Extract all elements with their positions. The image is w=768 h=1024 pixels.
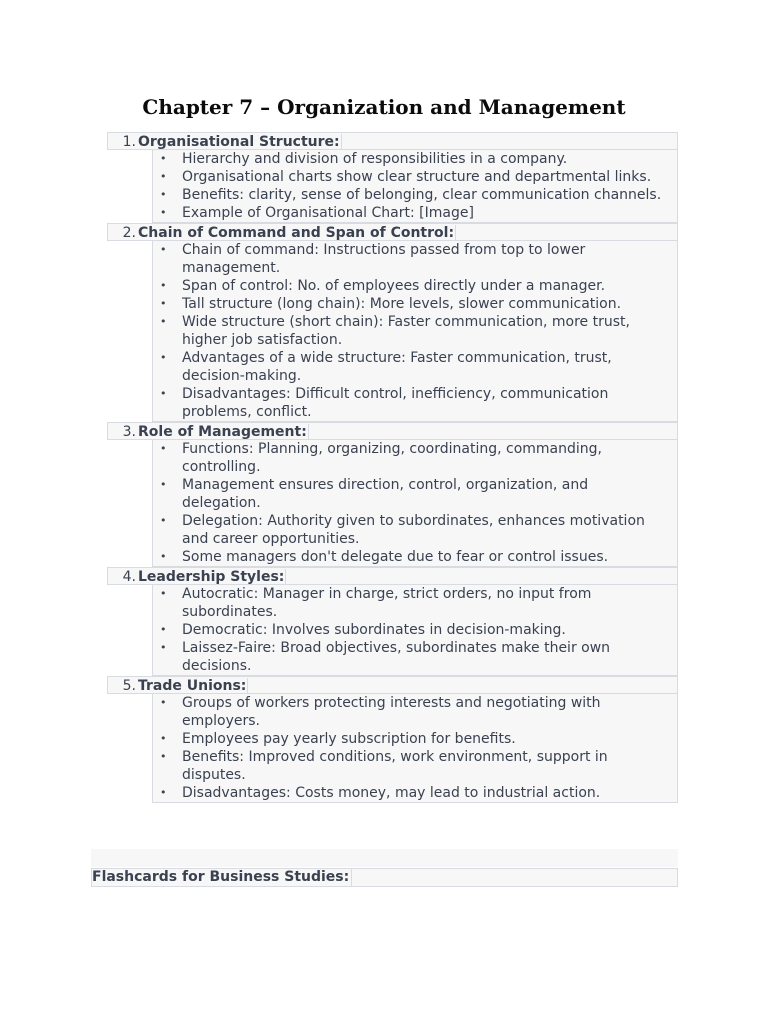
section-heading xyxy=(107,676,678,694)
section-number: 4. xyxy=(122,569,136,585)
section-heading xyxy=(107,223,678,241)
bullet-item: • Benefits: Improved conditions, work environment, support in disputes. xyxy=(182,748,677,784)
section-number: 1. xyxy=(122,134,136,150)
bullet-item: • Democratic: Involves subordinates in decision-making. xyxy=(182,621,677,639)
bullet-list xyxy=(152,150,678,223)
bullet-item: • Employees pay yearly subscription for benefits. xyxy=(182,730,677,748)
bullet-item: • Management ensures direction, control, organization, and delegation. xyxy=(182,476,677,512)
section-title: Organisational Structure: xyxy=(138,134,340,150)
section-list xyxy=(107,132,678,803)
bullet-item: • Laissez-Faire: Broad objectives, subordinates make their own decisions. xyxy=(182,639,677,675)
bullet-item: • Groups of workers protecting interests and negotiating with employers. xyxy=(182,694,677,730)
bullet-item: • Delegation: Authority given to subordinates, enhances motivation and career opportunities. xyxy=(182,512,677,548)
section-heading xyxy=(107,422,678,440)
bullet-item: • Organisational charts show clear structure and departmental links. xyxy=(182,168,677,186)
bullet-item: • Chain of command: Instructions passed from top to lower management. xyxy=(182,241,677,277)
bullet-item: • Disadvantages: Costs money, may lead to industrial action. xyxy=(182,784,677,802)
bullet-item: • Advantages of a wide structure: Faster communication, trust, decision-making. xyxy=(182,349,677,385)
section-heading xyxy=(107,567,678,585)
section-number: 2. xyxy=(122,225,136,241)
section-item xyxy=(107,132,678,223)
section-item xyxy=(107,223,678,422)
bullet-item: • Example of Organisational Chart: [Image] xyxy=(182,204,677,222)
section-number: 5. xyxy=(122,678,136,694)
bullet-item: • Benefits: clarity, sense of belonging, clear communication channels. xyxy=(182,186,677,204)
bullet-item: • Wide structure (short chain): Faster communication, more trust, higher job satisfaction. xyxy=(182,313,677,349)
section-title: Leadership Styles: xyxy=(138,569,285,585)
bullet-item: • Autocratic: Manager in charge, strict orders, no input from subordinates. xyxy=(182,585,677,621)
section-item xyxy=(107,676,678,803)
bullet-item: • Hierarchy and division of responsibilities in a company. xyxy=(182,150,677,168)
section-title: Trade Unions: xyxy=(138,678,247,694)
bullet-item: • Span of control: No. of employees directly under a manager. xyxy=(182,277,677,295)
spacer-band xyxy=(91,849,678,867)
section-title: Chain of Command and Span of Control: xyxy=(138,225,455,241)
bullet-item: • Disadvantages: Difficult control, inefficiency, communication problems, conflict. xyxy=(182,385,677,421)
section-heading xyxy=(107,132,678,150)
bullet-list xyxy=(152,585,678,676)
section-item xyxy=(107,567,678,676)
bullet-item: • Tall structure (long chain): More levels, slower communication. xyxy=(182,295,677,313)
bullet-item: • Functions: Planning, organizing, coordinating, commanding, controlling. xyxy=(182,440,677,476)
page-title: Chapter 7 – Organization and Management xyxy=(142,95,626,119)
bullet-item: • Some managers don't delegate due to fear or control issues. xyxy=(182,548,677,566)
flashcards-heading-row xyxy=(91,868,678,887)
section-number: 3. xyxy=(122,424,136,440)
section-title: Role of Management: xyxy=(138,424,307,440)
flashcards-heading: Flashcards for Business Studies: xyxy=(92,869,352,886)
bullet-list xyxy=(152,440,678,567)
bullet-list xyxy=(152,241,678,422)
section-item xyxy=(107,422,678,567)
bullet-list xyxy=(152,694,678,803)
